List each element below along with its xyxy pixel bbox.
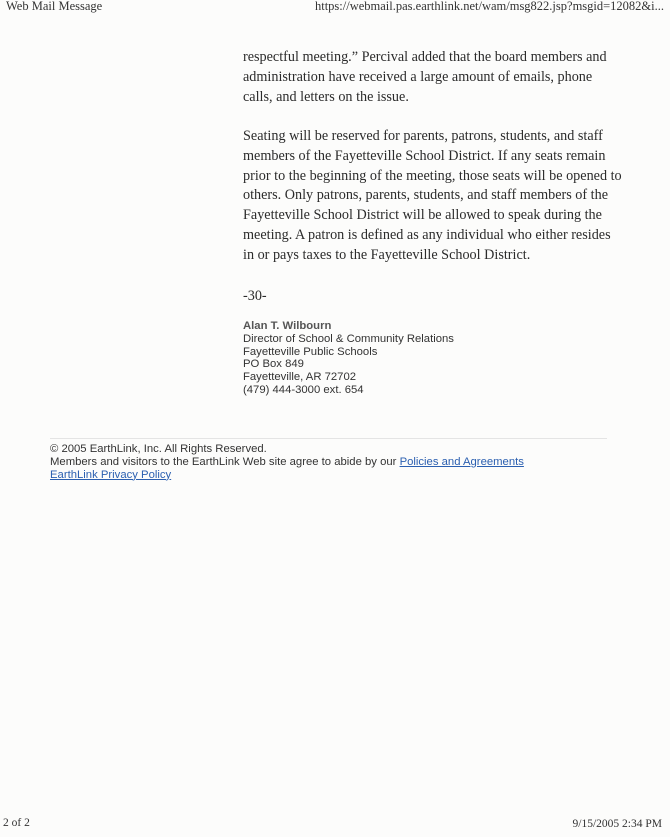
text-line: calls, and letters on the issue.	[243, 88, 409, 105]
text-line: Fayetteville School District will be allowed to speak during the	[243, 207, 602, 224]
text-line: administration have received a large amount of emails, phone	[243, 68, 593, 85]
signature-title: Director of School & Community Relations	[243, 332, 454, 345]
text-line: respectful meeting.” Percival added that the board members and	[243, 49, 607, 65]
text-line: in or pays taxes to the Fayetteville School District.	[243, 246, 531, 263]
text-line: members of the Fayetteville School District. If any seats remain	[243, 147, 606, 164]
signature-name: Alan T. Wilbourn	[243, 320, 332, 332]
print-header-title: Web Mail Message	[6, 0, 103, 13]
policies-link[interactable]: Policies and Agreements	[399, 455, 524, 468]
agreement-line	[50, 456, 524, 469]
signature-address-line2: Fayetteville, AR 72702	[243, 371, 357, 384]
message-paragraph	[243, 127, 623, 266]
signature-phone: (479) 444-3000 ext. 654	[243, 383, 364, 396]
signature-block	[243, 320, 454, 397]
text-line: others. Only patrons, parents, students, and staff members of the	[243, 187, 608, 204]
footer	[50, 443, 524, 481]
print-timestamp: 9/15/2005 2:34 PM	[572, 818, 662, 830]
privacy-policy-link[interactable]: EarthLink Privacy Policy	[50, 468, 172, 481]
signature-organization: Fayetteville Public Schools	[243, 345, 378, 358]
copyright-text: © 2005 EarthLink, Inc. All Rights Reserved.	[50, 443, 267, 455]
end-mark: -30-	[243, 288, 267, 304]
print-header-url: https://webmail.pas.earthlink.net/wam/msg822.jsp?msgid=12082&i...	[314, 0, 664, 13]
message-paragraph	[243, 48, 623, 107]
page-number: 2 of 2	[3, 817, 30, 829]
agreement-text: Members and visitors to the EarthLink Web site agree to abide by our	[50, 455, 400, 468]
text-line: Seating will be reserved for parents, patrons, students, and staff	[243, 128, 603, 144]
signature-address-line1: PO Box 849	[243, 358, 304, 371]
privacy-line	[50, 469, 524, 482]
text-line: prior to the beginning of the meeting, those seats will be opened to	[243, 167, 622, 184]
footer-divider	[50, 438, 607, 439]
text-line: meeting. A patron is defined as any individual who either resides	[243, 226, 611, 243]
